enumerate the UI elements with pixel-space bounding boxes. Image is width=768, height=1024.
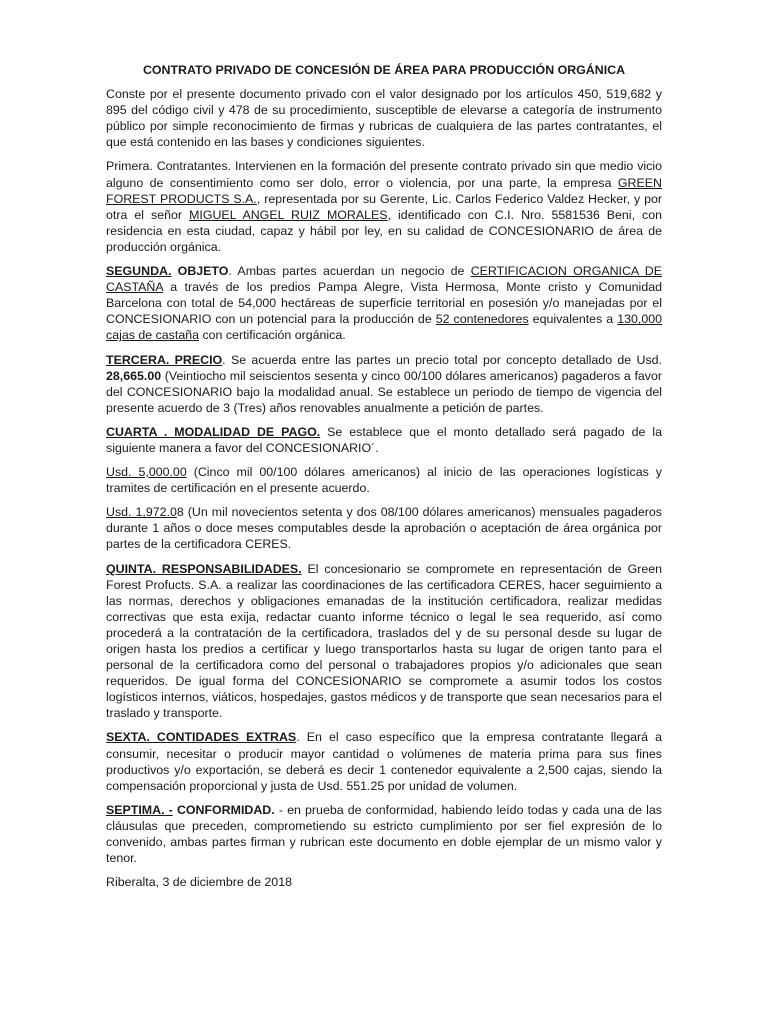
primera-text-2: , representada por su Gerente, Lic. Carlos Federico Valdez Hecker, y por otra el señor bbox=[106, 191, 663, 222]
payment-2-amount: Usd. 1,972.0 bbox=[106, 505, 177, 520]
intro-paragraph: Conste por el presente documento privado con el valor designado por los artículos 450, 519,682 y 895 del código civil y 478 de su procedimiento, susceptible de elevarse a categoría de instrumento público por simple reconocimiento de firmas y rubricas de cualquiera de las partes contratantes, el que está contenido en las bases y condiciones siguientes. bbox=[106, 87, 662, 150]
cuarta-text: Se establece que el monto detallado será pagado de la siguiente manera a favor del CONCESIONARIO´. bbox=[106, 424, 662, 455]
clause-quinta bbox=[106, 561, 662, 722]
person-name: MIGUEL ANGEL RUIZ MORALES bbox=[189, 207, 388, 222]
place-date: Riberalta, 3 de diciembre de 2018 bbox=[106, 875, 292, 890]
septima-label-conformidad: CONFORMIDAD. bbox=[172, 802, 275, 817]
clause-cuarta bbox=[106, 424, 662, 456]
payment-2-text: (Un mil novecientos setenta y dos 08/100 dólares americanos) mensuales pagaderos durante 1 años o doce meses computables desde la aprobación o aceptación de área orgánica por partes de la certificadora CERES. bbox=[106, 505, 663, 552]
quinta-label: QUINTA. RESPONSABILIDADES. bbox=[106, 561, 302, 576]
tercera-amount: 28,665.00 bbox=[106, 368, 162, 383]
clause-sexta bbox=[106, 729, 662, 793]
sexta-text: . En el caso específico que la empresa contratante llegará a consumir, necesitar o producir mayor cantidad o volúmenes de materia prima para sus fines productivos y/o exportación, se deberá es decir 1 contenedor equivalente a 2,500 cajas, siendo la compensación proporcional y justa de Usd. 551.25 por unidad de volumen. bbox=[106, 730, 662, 793]
company-name: GREEN FOREST PRODUCTS S.A. bbox=[106, 175, 662, 206]
payment-1-amount: Usd. 5,000.00 bbox=[106, 465, 187, 480]
septima-label: SEPTIMA. - bbox=[106, 802, 173, 817]
tercera-label: TERCERA. PRECIO bbox=[106, 352, 223, 367]
clause-segunda bbox=[106, 263, 662, 343]
quinta-text: El concesionario se compromete en representación de Green Forest Profucts. S.A. a realizar las coordinaciones de las certificadora CERES, hacer seguimiento a las normas, derechos y obligaciones emanadas de la institución certificadora, realizar medidas correctivas que esta exija, redactar cuanto informe técnico o legal le sea requerido, así como procederá a la contratación de la certificadora, traslados del y de su personal desde su lugar de origen hasta los predios a certificar y luego transportarlos hasta su lugar de origen tanto para el personal de la certificadora como del personal o trabajadores propios y/o adicionales que sean requeridos. De igual forma del CONCESIONARIO se compromete a asumir todos los costos logísticos internos, viáticos, hospedajes, gastos médicos y de transporte que sean necesarios para el traslado y transporte. bbox=[106, 561, 663, 721]
clause-septima bbox=[106, 802, 662, 866]
payment-2 bbox=[106, 504, 662, 552]
tercera-text-2: (Veintiocho mil seiscientos sesenta y cinco 00/100 dólares americanos) pagaderos a favor del CONCESIONARIO bajo la modalidad anual. Se establece un periodo de tiempo de vigencia del presente acuerdo de 3 (Tres) años renovables anualmente a petición de partes. bbox=[106, 368, 662, 415]
segunda-text-4: con certificación orgánica. bbox=[199, 328, 346, 343]
primera-text-3: , identificado con C.I. Nro. 5581536 Beni, con residencia en esta ciudad, capaz y hábil por ley, en su calidad de CONCESIONARIO de área de producción orgánica. bbox=[106, 207, 663, 254]
sexta-label: SEXTA. CONTIDADES EXTRAS bbox=[106, 730, 297, 745]
segunda-text-1: . Ambas partes acuerdan un negocio de bbox=[228, 264, 471, 279]
payment-1 bbox=[106, 464, 662, 496]
clause-tercera bbox=[106, 352, 662, 416]
segunda-object: CERTIFICACION ORGANICA DE CASTAÑA bbox=[106, 264, 662, 295]
contract-page bbox=[106, 62, 662, 898]
payment-1-text: (Cinco mil 00/100 dólares americanos) al inicio de las operaciones logísticas y tramites de certificación en el presente acuerdo. bbox=[106, 465, 662, 496]
tercera-text-1: . Se acuerda entre las partes un precio total por concepto detallado de Usd. bbox=[222, 352, 662, 367]
payment-2-amount-tail: 8 bbox=[176, 505, 184, 520]
clause-primera bbox=[106, 158, 662, 255]
segunda-boxes: 130,000 cajas de castaña bbox=[106, 312, 662, 343]
segunda-label-objeto: OBJETO bbox=[171, 264, 229, 279]
document-title: CONTRATO PRIVADO DE CONCESIÓN DE ÁREA PARA PRODUCCIÓN ORGÁNICA bbox=[142, 63, 626, 77]
segunda-label: SEGUNDA. bbox=[106, 264, 172, 279]
segunda-text-2: a través de los predios Pampa Alegre, Vista Hermosa, Monte cristo y Comunidad Barcelona con total de 54,000 hectáreas de superficie territorial en posesión y/o manejadas por el CONCESIONARIO con un potencial para la producción de bbox=[106, 280, 662, 327]
cuarta-label: CUARTA . MODALIDAD DE PAGO. bbox=[106, 424, 321, 439]
primera-text-1: Primera. Contratantes. Intervienen en la formación del presente contrato privado sin que medio vicio alguno de consentimiento como ser dolo, error o violencia, por una parte, la empresa bbox=[106, 159, 662, 190]
segunda-containers: 52 contenedores bbox=[435, 312, 529, 327]
septima-text: - en prueba de conformidad, habiendo leído todas y cada una de las cláusulas que preceden, comprometiendo su estricto cumplimiento por ser fiel expresión de lo convenido, ambas partes firman y rubrican este documento en doble ejemplar de un mismo valor y tenor. bbox=[106, 802, 662, 866]
segunda-text-3: equivalentes a bbox=[528, 312, 618, 327]
